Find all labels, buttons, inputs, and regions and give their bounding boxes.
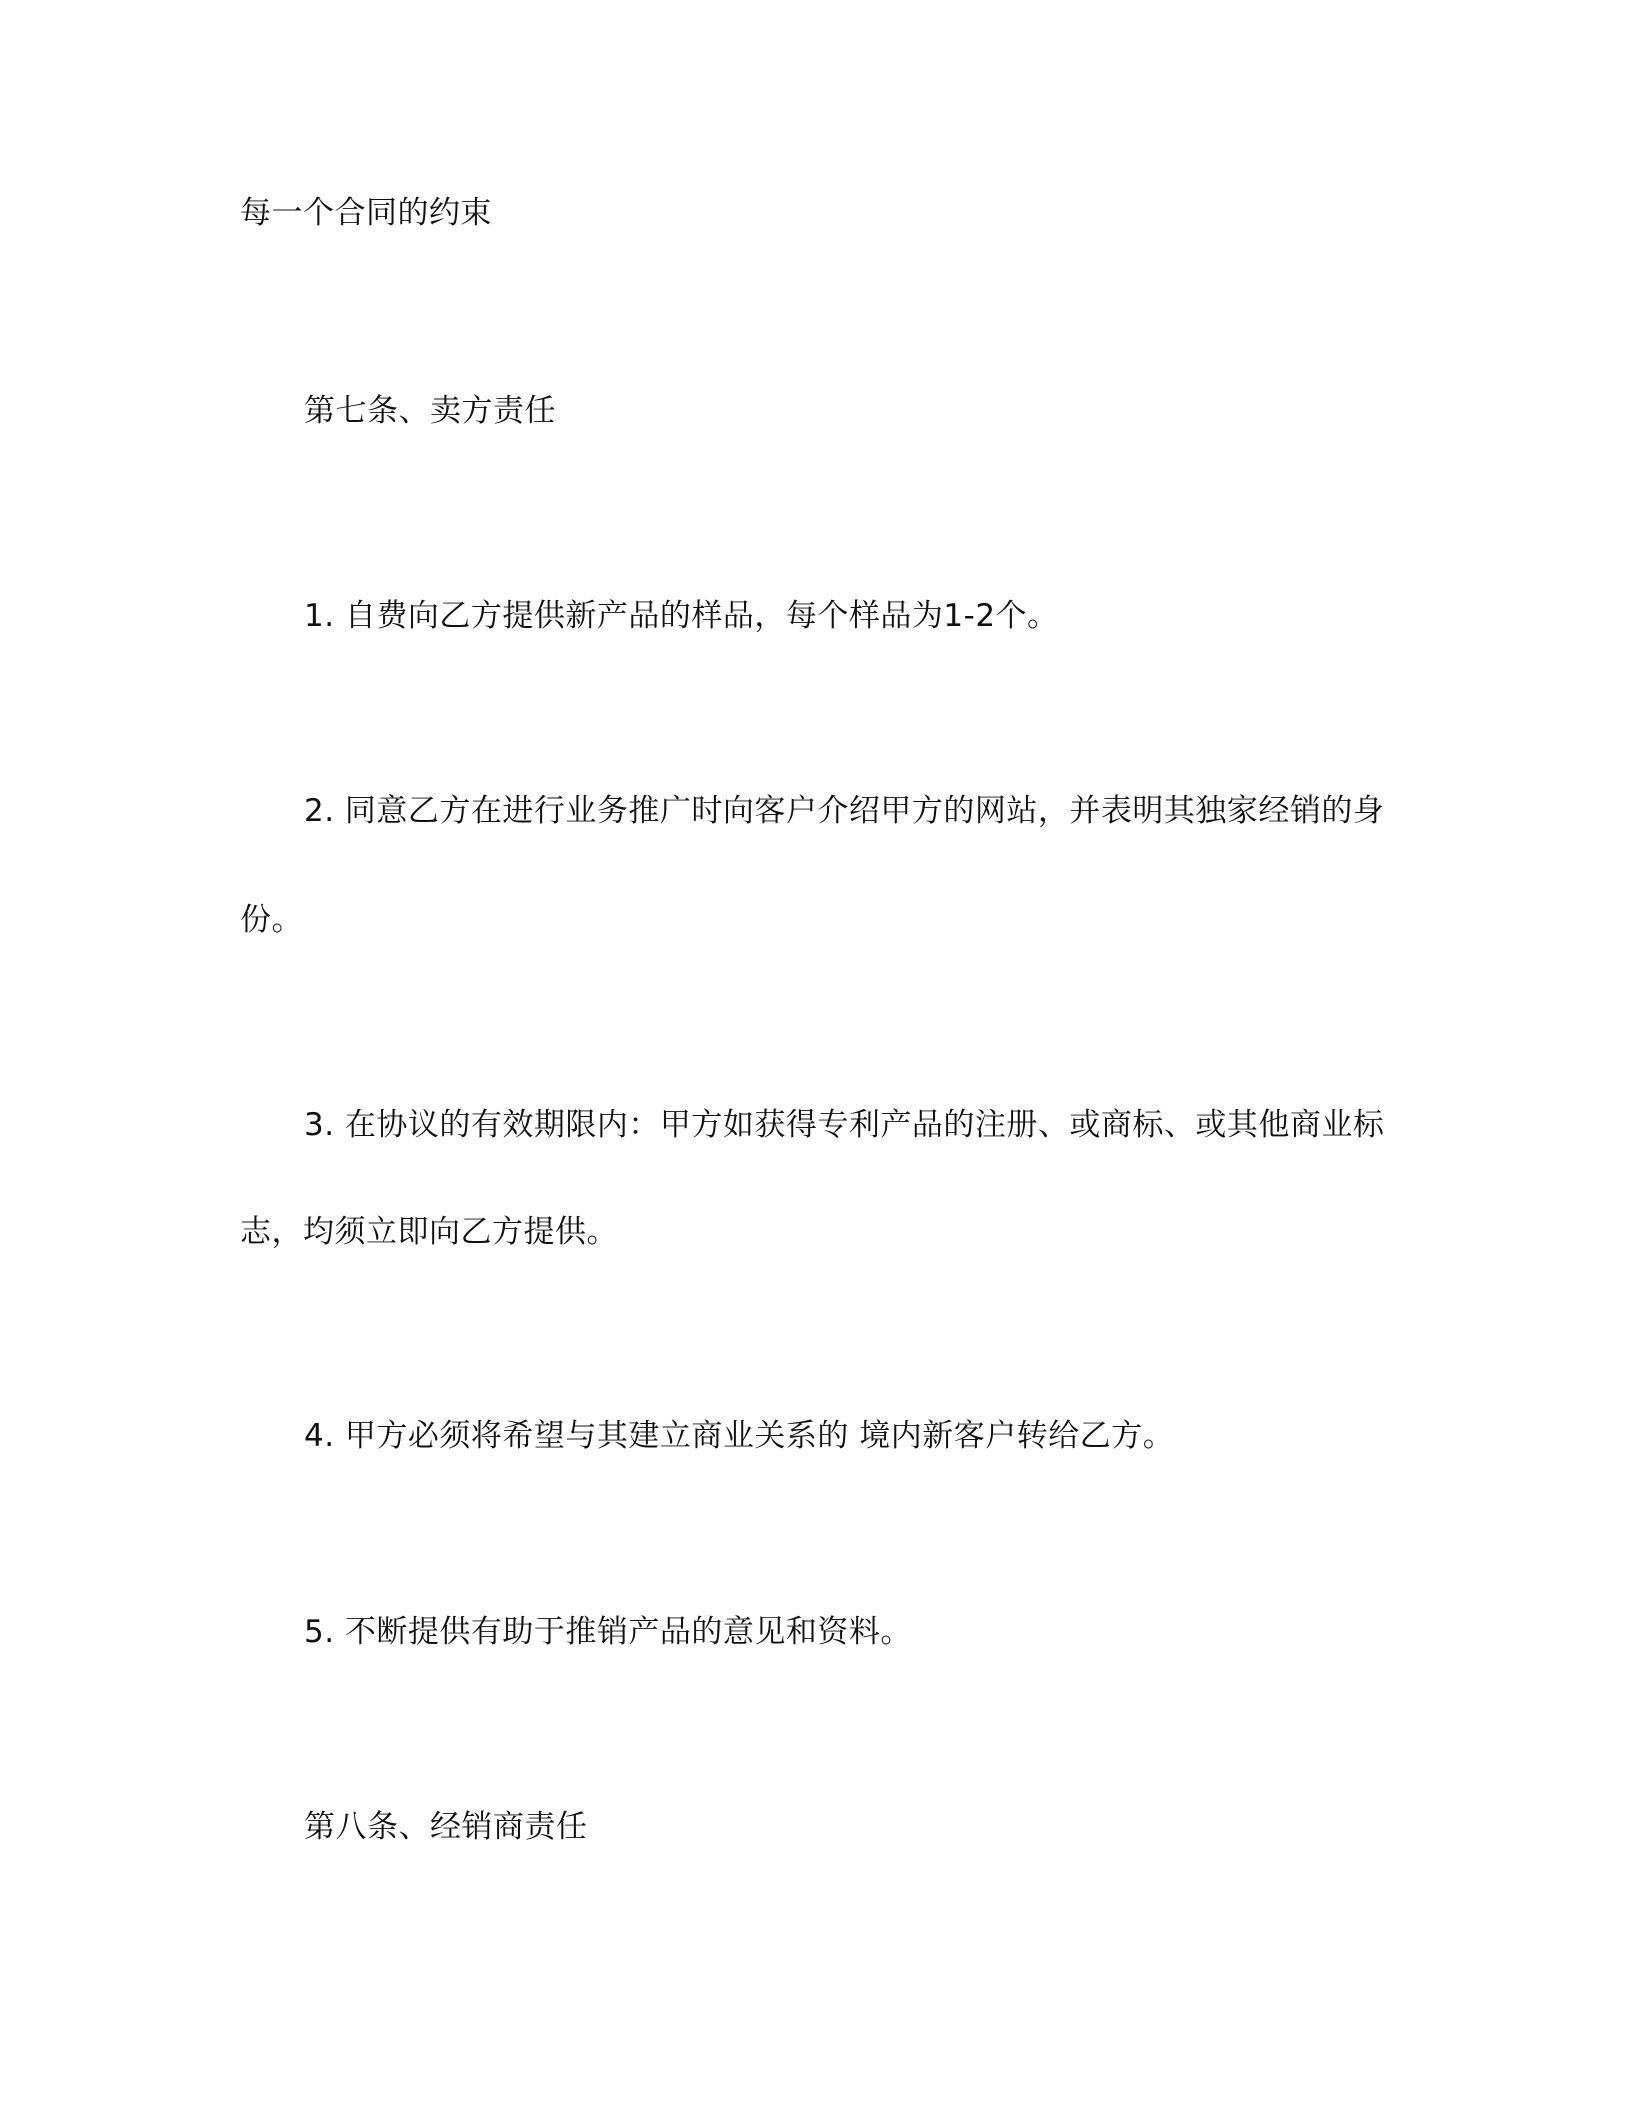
clause-2-line-1: 2. 同意乙方在进行业务推广时向客户介绍甲方的网站，并表明其独家经销的身 [304,793,1385,829]
section-heading-article-8: 第八条、经销商责任 [304,1809,588,1845]
text-line-contract-constraint: 每一个合同的约束 [240,195,492,231]
clause-2-line-2: 份。 [240,902,303,938]
clause-5: 5. 不断提供有助于推销产品的意见和资料。 [304,1614,912,1650]
clause-3-line-2: 志，均须立即向乙方提供。 [240,1214,618,1250]
clause-1: 1. 自费向乙方提供新产品的样品，每个样品为1-2个。 [304,598,1059,634]
clause-3-line-1: 3. 在协议的有效期限内：甲方如获得专利产品的注册、或商标、或其他商业标 [304,1107,1385,1143]
section-heading-article-7: 第七条、卖方责任 [304,393,556,429]
clause-4: 4. 甲方必须将希望与其建立商业关系的 境内新客户转给乙方。 [304,1418,1175,1454]
